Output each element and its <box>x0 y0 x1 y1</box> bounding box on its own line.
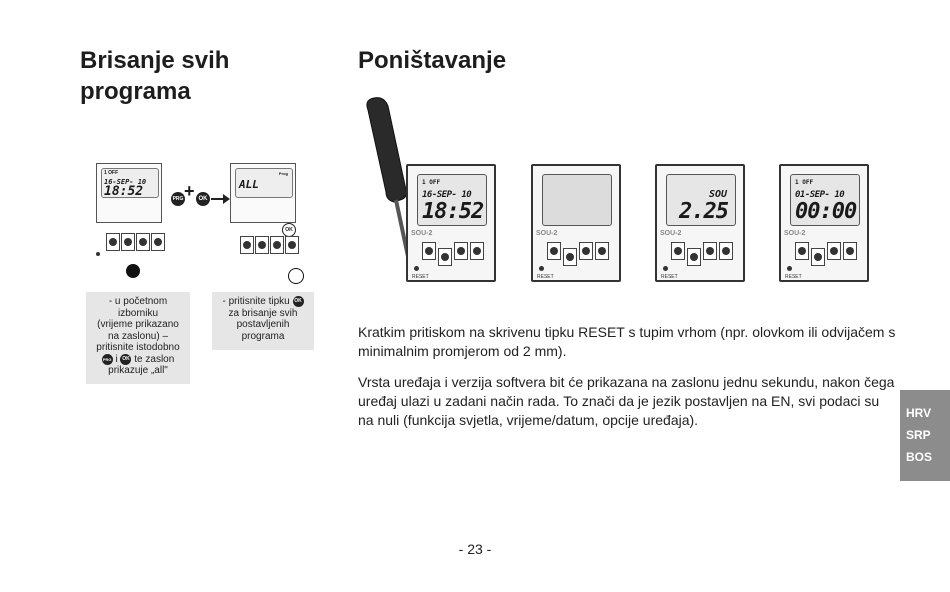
device-button <box>595 242 609 260</box>
lcd-version: 2.25 <box>679 199 728 224</box>
lcd-time: 18:52 <box>104 184 144 199</box>
device-button <box>454 242 468 260</box>
lcd-date: 16-SEP- 10 <box>422 190 472 200</box>
press-indicator-icon <box>288 268 304 284</box>
ok-button-icon: OK <box>293 296 304 307</box>
caption-line: na zaslonu) – <box>107 330 169 342</box>
device-illustration-2 <box>531 164 621 282</box>
device-button <box>563 248 577 266</box>
prg-button-icon: PRG <box>102 354 113 365</box>
device-button <box>151 233 165 251</box>
lcd-time: 18:52 <box>422 199 484 224</box>
model-label: SOU-2 <box>411 230 433 237</box>
device-button <box>270 236 284 254</box>
lcd-off-indicator: 1 OFF <box>104 170 119 176</box>
model-label: SOU-2 <box>660 230 682 237</box>
button-row <box>795 242 867 270</box>
caption-line: pritisnite istodobno <box>96 342 180 353</box>
device-illustration-4 <box>779 164 869 282</box>
reset-label: RESET <box>785 274 802 280</box>
caption-line: - u početnom <box>108 296 168 307</box>
caption-line: programa <box>241 330 285 342</box>
lcd-date: 01-SEP- 10 <box>795 190 845 200</box>
reset-button-icon <box>787 266 792 271</box>
reset-button-icon <box>414 266 419 271</box>
button-row-a <box>106 233 162 263</box>
lcd-time: 00:00 <box>795 199 857 224</box>
caption-line: prikazuje „all" <box>108 365 168 377</box>
device-button <box>671 242 685 260</box>
reset-instruction-paragraph: Kratkim pritiskom na skrivenu tipku RESET s tupim vrhom (npr. olovkom ili odvijačem s minimalnim promjerom od 2 mm). <box>358 324 896 359</box>
device-button <box>285 236 299 254</box>
device-button <box>255 236 269 254</box>
device-button <box>547 242 561 260</box>
caption-enter-all <box>86 292 190 384</box>
ok-button-icon: OK <box>120 354 131 365</box>
button-row <box>547 242 619 270</box>
device-button <box>422 242 436 260</box>
model-label: SOU-2 <box>536 230 558 237</box>
caption-press-ok <box>212 292 314 350</box>
caption-line: postavljenih <box>236 319 290 331</box>
device-button <box>843 242 857 260</box>
page-number: - 23 - <box>458 541 492 557</box>
caption-line <box>92 354 184 366</box>
button-row <box>671 242 743 270</box>
device-button <box>827 242 841 260</box>
device-button <box>470 242 484 260</box>
lcd-sou-text: SOU <box>708 189 727 200</box>
device-illustration-time <box>96 163 162 223</box>
press-indicator-icon <box>126 264 140 278</box>
plus-sign: + <box>184 181 195 201</box>
caption-line: (vrijeme prikazano <box>97 319 179 330</box>
lcd-all-text: ALL <box>239 178 259 191</box>
section-heading-reset: Poništavanje <box>358 47 507 74</box>
language-label-hrv: HRV <box>906 406 932 420</box>
reset-button-icon <box>663 266 668 271</box>
device-button <box>438 248 452 266</box>
device-button <box>795 242 809 260</box>
device-button <box>240 236 254 254</box>
reset-dot-icon <box>96 252 100 256</box>
device-button <box>719 242 733 260</box>
device-illustration-3 <box>655 164 745 282</box>
caption-line: - pritisnite tipku <box>222 296 290 308</box>
caption-line: te zaslon <box>134 353 175 365</box>
device-button <box>106 233 120 251</box>
device-illustration-1 <box>406 164 496 282</box>
device-button <box>687 248 701 266</box>
lcd-off-indicator: 1 OFF <box>795 179 814 186</box>
reset-label: RESET <box>661 274 678 280</box>
device-button <box>811 248 825 266</box>
language-label-srp: SRP <box>906 428 931 442</box>
reset-label: RESET <box>537 274 554 280</box>
prg-button-icon: PRG <box>171 192 185 206</box>
button-row <box>422 242 494 270</box>
reset-description-paragraph: Vrsta uređaja i verzija softvera bit će prikazana na zaslonu jednu sekundu, nakon čega uređaj ulazi u zadani način rada. To znači da je jezik postavljen na EN, svi podaci su na nuli (funkcija svjetla, vrijeme/datum, opcije uređaja). <box>358 374 895 428</box>
language-tab <box>900 390 950 481</box>
device-illustration-all <box>230 163 296 223</box>
device-button <box>136 233 150 251</box>
lcd-date: 16-SEP- 10 <box>104 178 147 186</box>
ok-button-icon: OK <box>196 192 210 206</box>
caption-line <box>218 296 308 308</box>
caption-line: za brisanje svih <box>228 307 298 319</box>
lcd-prog-indicator: Prog <box>278 171 288 176</box>
caption-line: izborniku <box>117 307 159 319</box>
section-heading-delete-all: Brisanje svih programa <box>80 47 230 105</box>
device-button <box>579 242 593 260</box>
caption-line: i <box>115 353 118 365</box>
reset-button-icon <box>539 266 544 271</box>
device-button <box>121 233 135 251</box>
ok-button-icon: OK <box>282 223 296 237</box>
arrow-head-icon <box>223 194 230 204</box>
model-label: SOU-2 <box>784 230 806 237</box>
button-row-b <box>240 236 300 266</box>
lcd-off-indicator: 1 OFF <box>422 179 441 186</box>
device-button <box>703 242 717 260</box>
reset-label: RESET <box>412 274 429 280</box>
language-label-bos: BOS <box>906 450 933 464</box>
